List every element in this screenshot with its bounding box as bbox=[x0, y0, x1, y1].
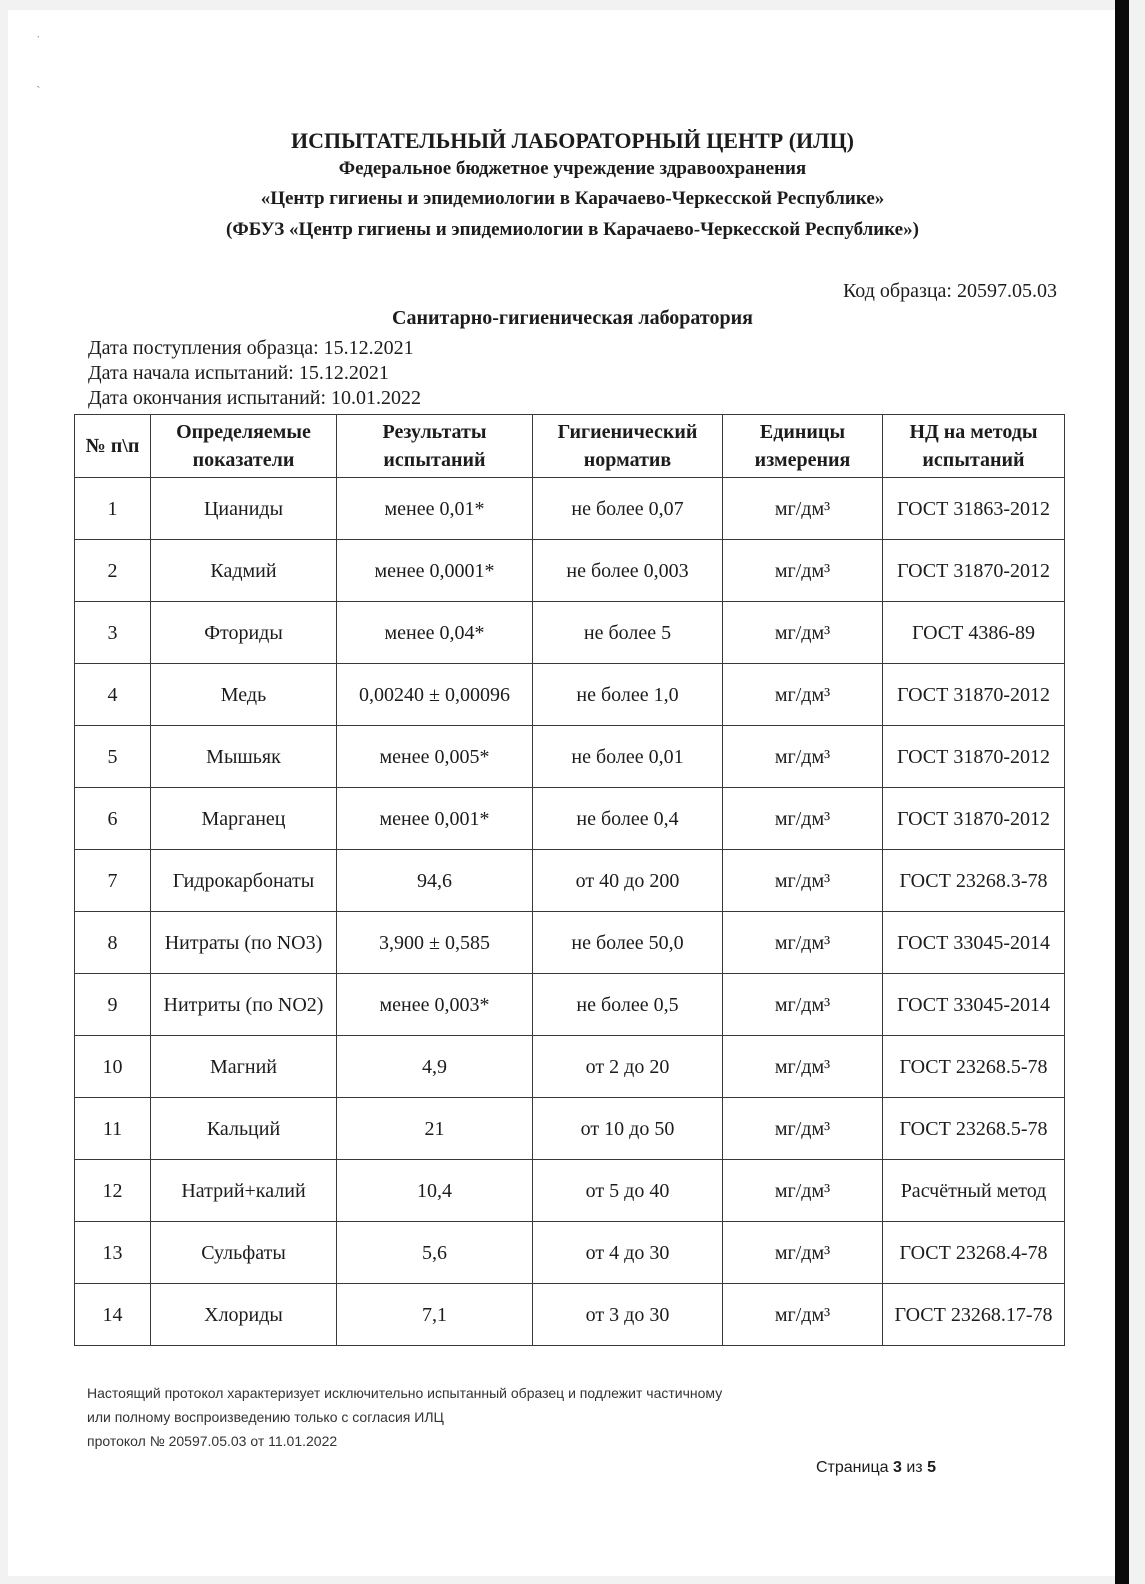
cell-method: ГОСТ 23268.5-78 bbox=[883, 1036, 1065, 1098]
cell-indicator: Кадмий bbox=[151, 540, 337, 602]
cell-indicator: Нитраты (по NO3) bbox=[151, 912, 337, 974]
cell-unit: мг/дм³ bbox=[723, 602, 883, 664]
cell-result: 0,00240 ± 0,00096 bbox=[337, 664, 533, 726]
table-row bbox=[75, 788, 1065, 850]
cell-method: Расчётный метод bbox=[883, 1160, 1065, 1222]
table-row bbox=[75, 850, 1065, 912]
page-number bbox=[816, 1459, 936, 1477]
cell-result: 7,1 bbox=[337, 1284, 533, 1346]
cell-num: 4 bbox=[75, 664, 151, 726]
footer-line-2: или полному воспроизведению только с согласия ИЛЦ bbox=[87, 1409, 444, 1425]
page-separator: из bbox=[906, 1459, 923, 1476]
cell-unit: мг/дм³ bbox=[723, 974, 883, 1036]
cell-num: 14 bbox=[75, 1284, 151, 1346]
sample-code: Код образца: 20597.05.03 bbox=[842, 280, 1057, 302]
header-result: Результаты испытаний bbox=[337, 415, 533, 478]
header-method: НД на методы испытаний bbox=[883, 415, 1065, 478]
cell-indicator: Гидрокарбонаты bbox=[151, 850, 337, 912]
table-row bbox=[75, 664, 1065, 726]
cell-unit: мг/дм³ bbox=[723, 1036, 883, 1098]
page-label: Страница bbox=[816, 1459, 889, 1476]
cell-num: 2 bbox=[75, 540, 151, 602]
cell-norm: не более 0,07 bbox=[533, 478, 723, 540]
table-row bbox=[75, 1284, 1065, 1346]
cell-result: менее 0,001* bbox=[337, 788, 533, 850]
cell-norm: от 2 до 20 bbox=[533, 1036, 723, 1098]
cell-num: 8 bbox=[75, 912, 151, 974]
table-header-row bbox=[75, 415, 1065, 478]
cell-result: менее 0,0001* bbox=[337, 540, 533, 602]
cell-indicator: Сульфаты bbox=[151, 1222, 337, 1284]
org-line-3: (ФБУЗ «Центр гигиены и эпидемиологии в Карачаево-Черкесской Республике») bbox=[226, 219, 919, 240]
footer-line-1: Настоящий протокол характеризует исключительно испытанный образец и подлежит частичному bbox=[87, 1385, 723, 1401]
cell-indicator: Марганец bbox=[151, 788, 337, 850]
cell-num: 3 bbox=[75, 602, 151, 664]
cell-indicator: Натрий+калий bbox=[151, 1160, 337, 1222]
cell-num: 11 bbox=[75, 1098, 151, 1160]
date-end: Дата окончания испытаний: 10.01.2022 bbox=[88, 387, 422, 409]
cell-method: ГОСТ 31870-2012 bbox=[883, 540, 1065, 602]
cell-unit: мг/дм³ bbox=[723, 664, 883, 726]
cell-method: ГОСТ 23268.5-78 bbox=[883, 1098, 1065, 1160]
table-row bbox=[75, 1222, 1065, 1284]
footer-protocol: протокол № 20597.05.03 от 11.01.2022 bbox=[87, 1433, 338, 1449]
cell-result: 21 bbox=[337, 1098, 533, 1160]
cell-unit: мг/дм³ bbox=[723, 1284, 883, 1346]
dates-block bbox=[88, 336, 421, 411]
cell-norm: не более 0,5 bbox=[533, 974, 723, 1036]
cell-num: 10 bbox=[75, 1036, 151, 1098]
cell-unit: мг/дм³ bbox=[723, 478, 883, 540]
laboratory-name: Санитарно-гигиеническая лаборатория bbox=[392, 307, 753, 329]
header-unit: Единицы измерения bbox=[723, 415, 883, 478]
cell-indicator: Фториды bbox=[151, 602, 337, 664]
org-line-1: Федеральное бюджетное учреждение здравоохранения bbox=[338, 158, 807, 179]
table-row bbox=[75, 1160, 1065, 1222]
footer-notice bbox=[87, 1381, 722, 1453]
cell-method: ГОСТ 31870-2012 bbox=[883, 726, 1065, 788]
cell-result: 5,6 bbox=[337, 1222, 533, 1284]
cell-unit: мг/дм³ bbox=[723, 726, 883, 788]
scan-specks: ˙ ˏ bbox=[36, 34, 41, 89]
header-indicator: Определяемые показатели bbox=[151, 415, 337, 478]
cell-num: 7 bbox=[75, 850, 151, 912]
cell-method: ГОСТ 33045-2014 bbox=[883, 912, 1065, 974]
cell-num: 1 bbox=[75, 478, 151, 540]
cell-norm: не более 5 bbox=[533, 602, 723, 664]
cell-norm: от 4 до 30 bbox=[533, 1222, 723, 1284]
cell-num: 13 bbox=[75, 1222, 151, 1284]
cell-method: ГОСТ 31870-2012 bbox=[883, 664, 1065, 726]
page-total: 5 bbox=[927, 1459, 936, 1476]
cell-unit: мг/дм³ bbox=[723, 540, 883, 602]
cell-unit: мг/дм³ bbox=[723, 1098, 883, 1160]
cell-norm: от 3 до 30 bbox=[533, 1284, 723, 1346]
cell-result: менее 0,01* bbox=[337, 478, 533, 540]
cell-method: ГОСТ 23268.17-78 bbox=[883, 1284, 1065, 1346]
cell-norm: от 40 до 200 bbox=[533, 850, 723, 912]
cell-indicator: Мышьяк bbox=[151, 726, 337, 788]
cell-norm: от 10 до 50 bbox=[533, 1098, 723, 1160]
header-norm: Гигиенический норматив bbox=[533, 415, 723, 478]
cell-method: ГОСТ 31863-2012 bbox=[883, 478, 1065, 540]
cell-indicator: Хлориды bbox=[151, 1284, 337, 1346]
cell-unit: мг/дм³ bbox=[723, 1160, 883, 1222]
cell-unit: мг/дм³ bbox=[723, 912, 883, 974]
cell-num: 6 bbox=[75, 788, 151, 850]
cell-method: ГОСТ 23268.4-78 bbox=[883, 1222, 1065, 1284]
cell-indicator: Цианиды bbox=[151, 478, 337, 540]
cell-norm: не более 50,0 bbox=[533, 912, 723, 974]
date-received: Дата поступления образца: 15.12.2021 bbox=[88, 337, 414, 359]
date-start: Дата начала испытаний: 15.12.2021 bbox=[88, 362, 389, 384]
cell-result: 94,6 bbox=[337, 850, 533, 912]
cell-result: менее 0,003* bbox=[337, 974, 533, 1036]
cell-norm: не более 0,003 bbox=[533, 540, 723, 602]
table-row bbox=[75, 478, 1065, 540]
cell-num: 9 bbox=[75, 974, 151, 1036]
table-row bbox=[75, 540, 1065, 602]
cell-unit: мг/дм³ bbox=[723, 1222, 883, 1284]
cell-result: менее 0,04* bbox=[337, 602, 533, 664]
cell-method: ГОСТ 31870-2012 bbox=[883, 788, 1065, 850]
table-row bbox=[75, 1036, 1065, 1098]
cell-method: ГОСТ 23268.3-78 bbox=[883, 850, 1065, 912]
table-row bbox=[75, 1098, 1065, 1160]
cell-norm: не более 1,0 bbox=[533, 664, 723, 726]
cell-method: ГОСТ 33045-2014 bbox=[883, 974, 1065, 1036]
table-row bbox=[75, 974, 1065, 1036]
cell-result: 4,9 bbox=[337, 1036, 533, 1098]
org-line-2: «Центр гигиены и эпидемиологии в Карачаево-Черкесской Республике» bbox=[260, 188, 885, 209]
cell-unit: мг/дм³ bbox=[723, 850, 883, 912]
cell-method: ГОСТ 4386-89 bbox=[883, 602, 1065, 664]
cell-result: 3,900 ± 0,585 bbox=[337, 912, 533, 974]
header-num: № п\п bbox=[75, 415, 151, 478]
cell-num: 12 bbox=[75, 1160, 151, 1222]
table-body bbox=[75, 478, 1065, 1346]
page-current: 3 bbox=[892, 1459, 902, 1476]
table-row bbox=[75, 602, 1065, 664]
cell-result: 10,4 bbox=[337, 1160, 533, 1222]
results-table bbox=[74, 414, 1065, 1346]
cell-indicator: Нитриты (по NO2) bbox=[151, 974, 337, 1036]
cell-norm: не более 0,4 bbox=[533, 788, 723, 850]
cell-unit: мг/дм³ bbox=[723, 788, 883, 850]
document-title: ИСПЫТАТЕЛЬНЫЙ ЛАБОРАТОРНЫЙ ЦЕНТР (ИЛЦ) bbox=[291, 128, 854, 153]
cell-result: менее 0,005* bbox=[337, 726, 533, 788]
cell-indicator: Кальций bbox=[151, 1098, 337, 1160]
cell-norm: не более 0,01 bbox=[533, 726, 723, 788]
cell-indicator: Медь bbox=[151, 664, 337, 726]
cell-norm: от 5 до 40 bbox=[533, 1160, 723, 1222]
cell-num: 5 bbox=[75, 726, 151, 788]
table-row bbox=[75, 726, 1065, 788]
cell-indicator: Магний bbox=[151, 1036, 337, 1098]
table-row bbox=[75, 912, 1065, 974]
